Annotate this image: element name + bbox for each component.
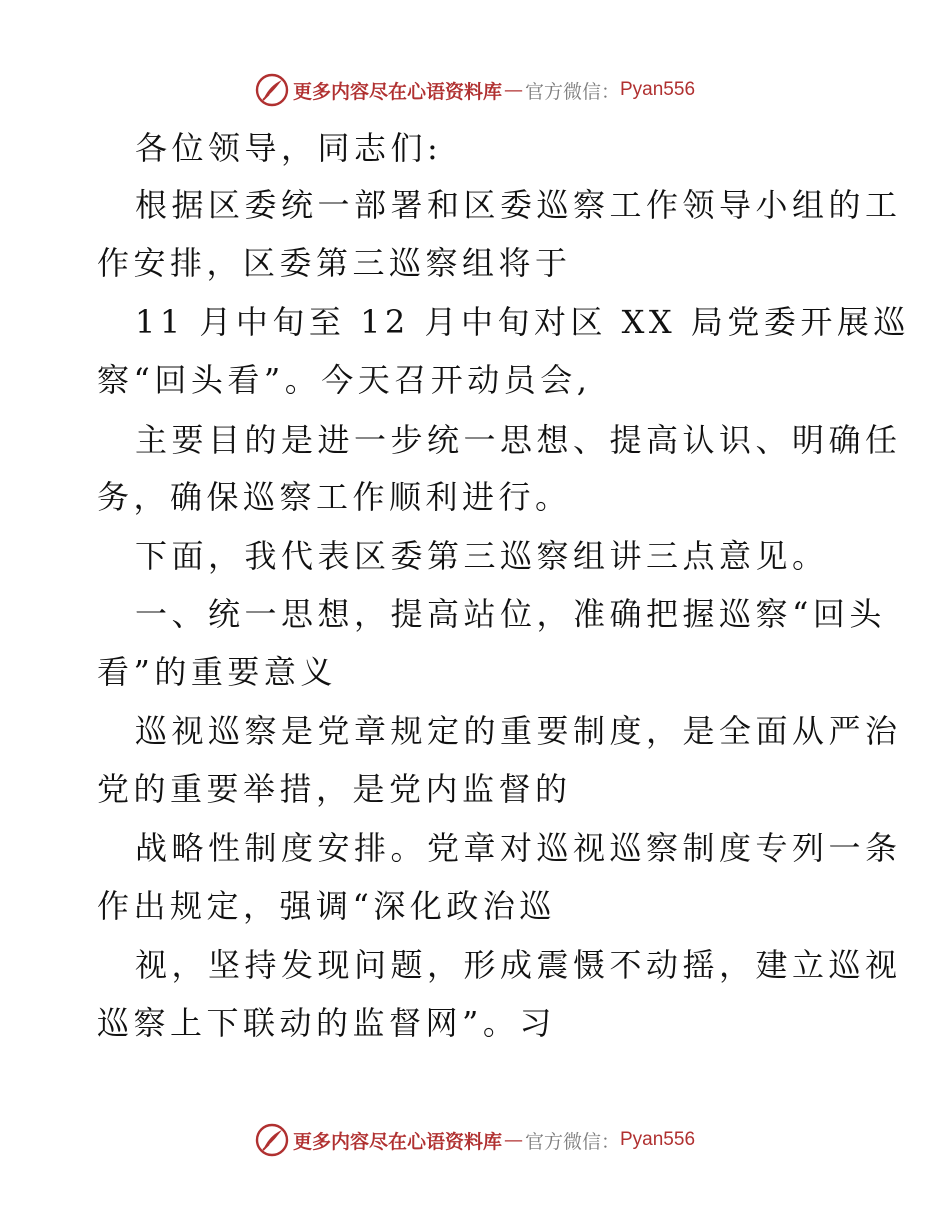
text-line: 视，坚持发现问题，形成震慑不动摇，建立巡视 [135, 946, 902, 984]
quill-logo-icon [255, 1123, 289, 1157]
watermark-label: 官方微信： [524, 80, 620, 103]
watermark-dash: — [503, 79, 523, 101]
text-line: 务，确保巡察工作顺利进行。 [97, 478, 572, 516]
text-line-salutation: 各位领导，同志们: [135, 129, 443, 167]
text-line: 战略性制度安排。党章对巡视巡察制度专列一条 [135, 829, 902, 867]
text-line: 党的重要举措，是党内监督的 [97, 770, 572, 808]
watermark-header [0, 70, 950, 110]
quill-logo-icon [255, 73, 289, 107]
text-line: 11 月中旬至 12 月中旬对区 XX 局党委开展巡 [135, 303, 910, 341]
watermark-site-text: 更多内容尽在心语资料库 [292, 80, 502, 103]
text-line: 察“回头看”。今天召开动员会, [97, 361, 592, 399]
watermark-account-id: Pyan556 [620, 79, 696, 100]
text-line: 根据区委统一部署和区委巡察工作领导小组的工 [135, 186, 902, 224]
text-line: 作安排，区委第三巡察组将于 [97, 244, 572, 282]
text-line: 主要目的是进一步统一思想、提高认识、明确任 [135, 421, 902, 459]
watermark-dash: — [503, 1129, 523, 1151]
text-line: 下面，我代表区委第三巡察组讲三点意见。 [135, 537, 829, 575]
watermark-site-text: 更多内容尽在心语资料库 [292, 1130, 502, 1153]
section-heading-continued: 看”的重要意义 [97, 653, 337, 691]
watermark-account-id: Pyan556 [620, 1129, 696, 1150]
text-line: 作出规定，强调“深化政治巡 [97, 887, 556, 925]
text-line: 巡视巡察是党章规定的重要制度，是全面从严治 [135, 712, 902, 750]
watermark-label: 官方微信： [524, 1130, 620, 1153]
watermark-footer [0, 1120, 950, 1160]
text-line: 巡察上下联动的监督网”。习 [97, 1004, 556, 1042]
section-heading: 一、统一思想，提高站位，准确把握巡察“回头 [135, 595, 886, 633]
